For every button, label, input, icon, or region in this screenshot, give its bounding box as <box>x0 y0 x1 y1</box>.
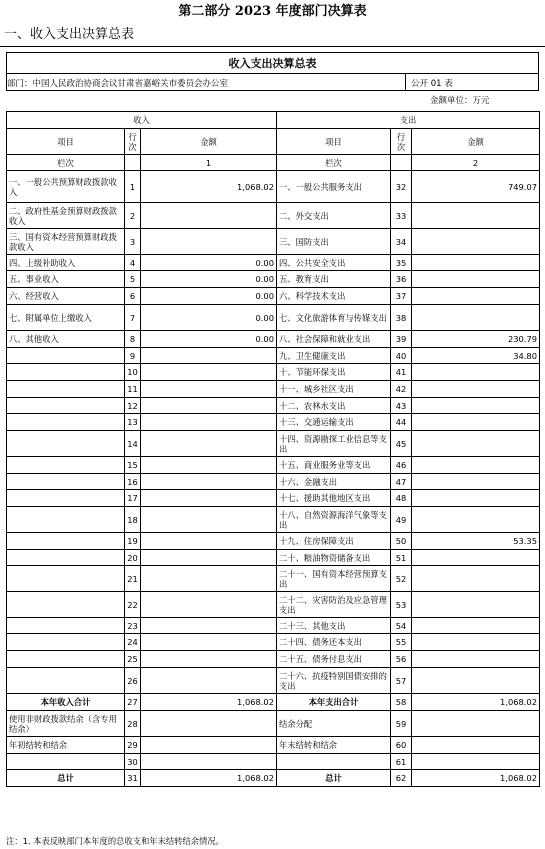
income-item <box>7 381 125 398</box>
income-amount <box>141 737 277 754</box>
income-line-no: 2 <box>125 203 141 229</box>
expense-line-no: 57 <box>391 668 412 694</box>
expense-item: 十八、自然资源海洋气象等支出 <box>277 507 391 533</box>
income-line-no: 13 <box>125 414 141 431</box>
table-row <box>7 203 540 229</box>
table-row <box>7 381 540 398</box>
divider <box>538 74 539 90</box>
expense-amount <box>412 305 540 331</box>
expense-item: 五、教育支出 <box>277 271 391 288</box>
footnote: 注：1. 本表反映部门本年度的总收支和年末结转结余情况。 <box>6 836 224 846</box>
income-col-no-label: 栏次 <box>7 155 125 171</box>
expense-item: 二十一、国有资本经营预算支出 <box>277 566 391 592</box>
expense-item: 十五、商业服务业等支出 <box>277 457 391 474</box>
expense-amount <box>412 203 540 229</box>
income-header: 收入 <box>7 112 277 129</box>
income-line-no: 27 <box>125 694 141 711</box>
divider <box>405 74 406 90</box>
table-row <box>7 431 540 457</box>
income-line-no: 25 <box>125 651 141 668</box>
expense-line-no: 36 <box>391 271 412 288</box>
expense-amount <box>412 668 540 694</box>
income-item: 四、上级补助收入 <box>7 255 125 271</box>
expense-item: 十九、住房保障支出 <box>277 533 391 550</box>
income-amount <box>141 618 277 634</box>
income-amount: 0.00 <box>141 305 277 331</box>
expense-line-no: 55 <box>391 634 412 651</box>
income-amount <box>141 711 277 737</box>
income-item <box>7 634 125 651</box>
expense-item: 二十五、债务付息支出 <box>277 651 391 668</box>
income-amount: 0.00 <box>141 271 277 288</box>
income-amount <box>141 474 277 490</box>
expense-amount <box>412 737 540 754</box>
table-row <box>7 474 540 490</box>
expense-item: 三、国防支出 <box>277 229 391 255</box>
income-line-no: 29 <box>125 737 141 754</box>
table-title: 收入支出决算总表 <box>6 52 539 73</box>
income-line-no: 17 <box>125 490 141 507</box>
table-row <box>7 398 540 414</box>
income-item <box>7 651 125 668</box>
table-row <box>7 566 540 592</box>
expense-amount <box>412 381 540 398</box>
expense-line-no: 61 <box>391 754 412 770</box>
income-item: 五、事业收入 <box>7 271 125 288</box>
income-line-no: 10 <box>125 364 141 381</box>
expense-item: 二十六、抗疫特别国债安排的支出 <box>277 668 391 694</box>
expense-amount <box>412 618 540 634</box>
income-amount <box>141 550 277 566</box>
income-line-no: 21 <box>125 566 141 592</box>
income-line-no: 6 <box>125 288 141 305</box>
income-amount <box>141 668 277 694</box>
income-line-no: 16 <box>125 474 141 490</box>
expense-item: 二十二、灾害防治及应急管理支出 <box>277 592 391 618</box>
expense-item: 四、公共安全支出 <box>277 255 391 271</box>
income-line-no: 31 <box>125 770 141 787</box>
income-line-no: 30 <box>125 754 141 770</box>
income-line-no: 28 <box>125 711 141 737</box>
form-number: 公开 01 表 <box>411 79 453 89</box>
table-row <box>7 229 540 255</box>
expense-amount <box>412 592 540 618</box>
expense-item: 一、一般公共服务支出 <box>277 171 391 203</box>
expense-amount: 1,068.02 <box>412 694 540 711</box>
expense-amount <box>412 711 540 737</box>
income-item: 八、其他收入 <box>7 331 125 348</box>
expense-amount <box>412 229 540 255</box>
income-item <box>7 348 125 364</box>
income-item: 年初结转和结余 <box>7 737 125 754</box>
expense-line-no: 58 <box>391 694 412 711</box>
expense-line-no: 52 <box>391 566 412 592</box>
expense-line-no: 42 <box>391 381 412 398</box>
income-amount <box>141 566 277 592</box>
income-item <box>7 364 125 381</box>
expense-item: 结余分配 <box>277 711 391 737</box>
expense-item: 七、文化旅游体育与传媒支出 <box>277 305 391 331</box>
divider <box>6 90 539 91</box>
table-row <box>7 255 540 271</box>
section-title: 一、收入支出决算总表 <box>4 27 135 42</box>
income-item <box>7 431 125 457</box>
expense-line-no: 40 <box>391 348 412 364</box>
expense-line-no: 45 <box>391 431 412 457</box>
empty-cell <box>125 155 141 171</box>
income-line-no: 1 <box>125 171 141 203</box>
table-row <box>7 618 540 634</box>
table-row <box>7 754 540 770</box>
expense-amount <box>412 507 540 533</box>
income-amount <box>141 348 277 364</box>
expense-item-header: 项目 <box>277 129 391 155</box>
income-line-no: 3 <box>125 229 141 255</box>
income-line-no: 9 <box>125 348 141 364</box>
income-line-no: 24 <box>125 634 141 651</box>
table-row <box>7 592 540 618</box>
expense-amount <box>412 474 540 490</box>
income-line-no: 23 <box>125 618 141 634</box>
expense-line-no: 47 <box>391 474 412 490</box>
income-line-no: 11 <box>125 381 141 398</box>
income-item: 六、经营收入 <box>7 288 125 305</box>
expense-amount-header: 金额 <box>412 129 540 155</box>
income-item: 总计 <box>7 770 125 787</box>
expense-line-no: 48 <box>391 490 412 507</box>
expense-amount <box>412 490 540 507</box>
income-line-no: 14 <box>125 431 141 457</box>
income-item <box>7 618 125 634</box>
income-expense-table <box>6 111 540 787</box>
table-row <box>7 288 540 305</box>
expense-line-no: 54 <box>391 618 412 634</box>
expense-amount <box>412 754 540 770</box>
income-item <box>7 490 125 507</box>
income-col-no: 1 <box>141 155 277 171</box>
expense-item: 年末结转和结余 <box>277 737 391 754</box>
income-amount: 1,068.02 <box>141 770 277 787</box>
expense-line-no: 53 <box>391 592 412 618</box>
expense-item: 二、外交支出 <box>277 203 391 229</box>
table-row <box>7 711 540 737</box>
income-item <box>7 550 125 566</box>
expense-header: 支出 <box>277 112 540 129</box>
income-line-no: 7 <box>125 305 141 331</box>
expense-line-no: 62 <box>391 770 412 787</box>
expense-amount <box>412 651 540 668</box>
income-amount-header: 金额 <box>141 129 277 155</box>
income-amount <box>141 457 277 474</box>
expense-line-no: 43 <box>391 398 412 414</box>
income-line-header: 行次 <box>125 129 141 155</box>
table-row <box>7 737 540 754</box>
expense-line-no: 59 <box>391 711 412 737</box>
expense-line-no: 44 <box>391 414 412 431</box>
income-amount: 1,068.02 <box>141 694 277 711</box>
income-item <box>7 566 125 592</box>
expense-amount <box>412 414 540 431</box>
expense-line-no: 50 <box>391 533 412 550</box>
income-amount <box>141 490 277 507</box>
income-line-no: 19 <box>125 533 141 550</box>
expense-line-no: 41 <box>391 364 412 381</box>
income-line-no: 26 <box>125 668 141 694</box>
expense-amount: 1,068.02 <box>412 770 540 787</box>
income-amount <box>141 507 277 533</box>
expense-item: 十四、资源勘探工业信息等支出 <box>277 431 391 457</box>
expense-col-no: 2 <box>412 155 540 171</box>
expense-line-no: 32 <box>391 171 412 203</box>
income-amount <box>141 533 277 550</box>
income-amount <box>141 592 277 618</box>
income-item: 本年收入合计 <box>7 694 125 711</box>
expense-amount <box>412 364 540 381</box>
expense-amount <box>412 566 540 592</box>
income-amount <box>141 414 277 431</box>
empty-cell <box>391 155 412 171</box>
expense-item: 九、卫生健康支出 <box>277 348 391 364</box>
expense-item: 十七、援助其他地区支出 <box>277 490 391 507</box>
income-line-no: 22 <box>125 592 141 618</box>
income-amount <box>141 431 277 457</box>
table-row <box>7 457 540 474</box>
income-amount <box>141 634 277 651</box>
table-row <box>7 490 540 507</box>
income-amount: 0.00 <box>141 255 277 271</box>
table-row <box>7 651 540 668</box>
expense-item: 八、社会保障和就业支出 <box>277 331 391 348</box>
income-amount: 0.00 <box>141 331 277 348</box>
expense-line-no: 56 <box>391 651 412 668</box>
expense-item: 总计 <box>277 770 391 787</box>
expense-amount <box>412 550 540 566</box>
expense-item: 二十、粮油物资储备支出 <box>277 550 391 566</box>
table-row <box>7 171 540 203</box>
expense-line-no: 38 <box>391 305 412 331</box>
income-amount <box>141 381 277 398</box>
expense-line-header: 行次 <box>391 129 412 155</box>
expense-line-no: 34 <box>391 229 412 255</box>
table-row <box>7 305 540 331</box>
part-title: 第二部分 2023 年度部门决算表 <box>178 4 367 19</box>
expense-amount: 749.07 <box>412 171 540 203</box>
income-item <box>7 754 125 770</box>
income-line-no: 4 <box>125 255 141 271</box>
income-amount <box>141 398 277 414</box>
income-line-no: 20 <box>125 550 141 566</box>
income-item-header: 项目 <box>7 129 125 155</box>
expense-col-no-label: 栏次 <box>277 155 391 171</box>
income-item <box>7 668 125 694</box>
income-item: 一、一般公共预算财政拨款收入 <box>7 171 125 203</box>
expense-item: 十三、交通运输支出 <box>277 414 391 431</box>
income-item <box>7 414 125 431</box>
expense-item: 二十四、债务还本支出 <box>277 634 391 651</box>
divider <box>6 73 539 74</box>
income-item <box>7 592 125 618</box>
expense-item: 十、节能环保支出 <box>277 364 391 381</box>
expense-amount <box>412 255 540 271</box>
expense-line-no: 39 <box>391 331 412 348</box>
amount-unit: 金额单位：万元 <box>430 96 490 106</box>
expense-amount: 230.79 <box>412 331 540 348</box>
expense-amount <box>412 457 540 474</box>
table-row <box>7 668 540 694</box>
expense-line-no: 49 <box>391 507 412 533</box>
income-item: 二、政府性基金预算财政拨款收入 <box>7 203 125 229</box>
income-amount <box>141 364 277 381</box>
expense-amount <box>412 431 540 457</box>
income-item <box>7 398 125 414</box>
income-item: 七、附属单位上缴收入 <box>7 305 125 331</box>
income-line-no: 12 <box>125 398 141 414</box>
income-item <box>7 507 125 533</box>
income-item <box>7 474 125 490</box>
expense-item: 十二、农林水支出 <box>277 398 391 414</box>
income-line-no: 18 <box>125 507 141 533</box>
expense-item: 本年支出合计 <box>277 694 391 711</box>
expense-amount: 53.35 <box>412 533 540 550</box>
table-row <box>7 364 540 381</box>
expense-line-no: 46 <box>391 457 412 474</box>
table-row <box>7 770 540 787</box>
expense-item <box>277 754 391 770</box>
expense-line-no: 33 <box>391 203 412 229</box>
table-row <box>7 694 540 711</box>
income-amount <box>141 229 277 255</box>
expense-item: 十六、金融支出 <box>277 474 391 490</box>
table-row <box>7 634 540 651</box>
expense-amount <box>412 398 540 414</box>
income-line-no: 15 <box>125 457 141 474</box>
table-row <box>7 533 540 550</box>
title-rule <box>0 46 545 47</box>
income-amount <box>141 754 277 770</box>
expense-amount: 34.80 <box>412 348 540 364</box>
expense-amount <box>412 288 540 305</box>
table-row <box>7 271 540 288</box>
expense-item: 十一、城乡社区支出 <box>277 381 391 398</box>
income-item: 使用非财政拨款结余（含专用结余） <box>7 711 125 737</box>
department-label: 部门：中国人民政治协商会议甘肃省嘉峪关市委员会办公室 <box>7 79 229 89</box>
table-row <box>7 331 540 348</box>
income-amount <box>141 203 277 229</box>
income-line-no: 5 <box>125 271 141 288</box>
income-item <box>7 533 125 550</box>
income-amount: 0.00 <box>141 288 277 305</box>
table-row <box>7 348 540 364</box>
table-row <box>7 550 540 566</box>
expense-line-no: 51 <box>391 550 412 566</box>
expense-line-no: 37 <box>391 288 412 305</box>
income-amount <box>141 651 277 668</box>
expense-line-no: 60 <box>391 737 412 754</box>
expense-line-no: 35 <box>391 255 412 271</box>
income-item: 三、国有资本经营预算财政拨款收入 <box>7 229 125 255</box>
expense-item: 二十三、其他支出 <box>277 618 391 634</box>
expense-amount <box>412 271 540 288</box>
income-item <box>7 457 125 474</box>
income-amount: 1,068.02 <box>141 171 277 203</box>
expense-amount <box>412 634 540 651</box>
income-line-no: 8 <box>125 331 141 348</box>
expense-item: 六、科学技术支出 <box>277 288 391 305</box>
table-row <box>7 507 540 533</box>
table-row <box>7 414 540 431</box>
